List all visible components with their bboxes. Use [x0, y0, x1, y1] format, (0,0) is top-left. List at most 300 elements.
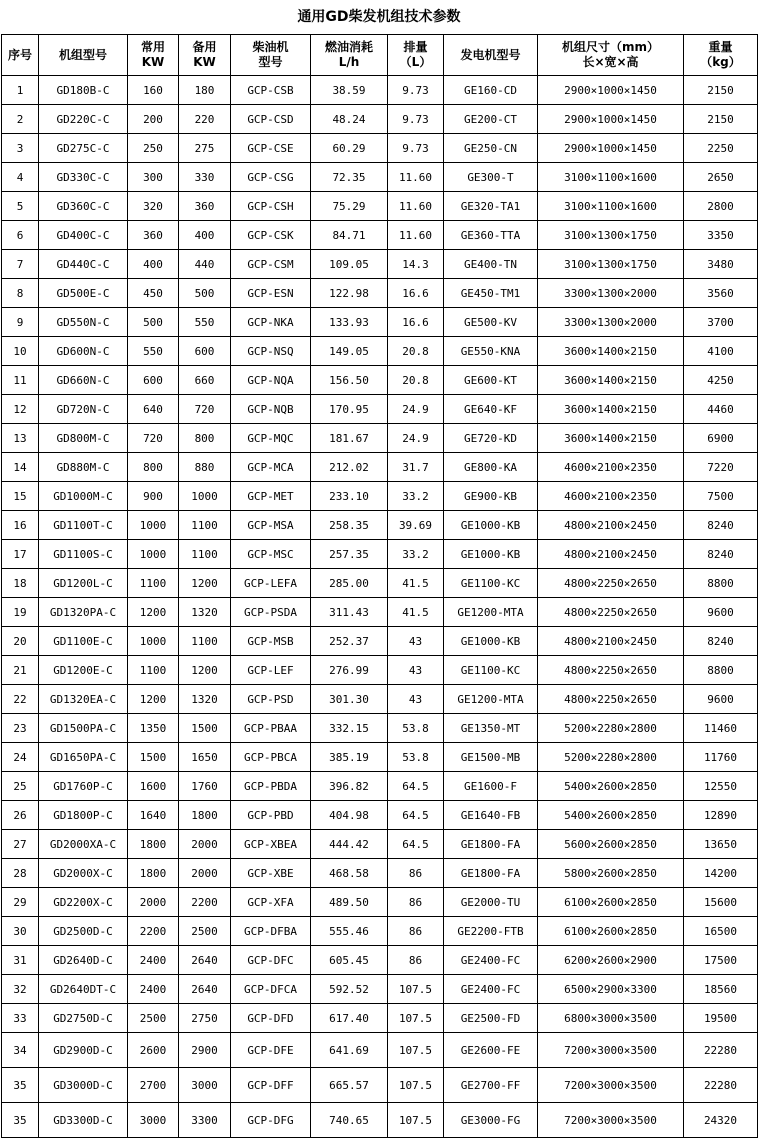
cell-dimensions: 2900×1000×1450 — [538, 134, 684, 163]
cell-dimensions: 7200×3000×3500 — [538, 1033, 684, 1068]
table-row — [2, 482, 758, 511]
cell-alternator-model: GE2200-FTB — [444, 917, 538, 946]
cell-weight: 4460 — [684, 395, 758, 424]
cell-alternator-model: GE1800-FA — [444, 830, 538, 859]
cell-engine-model: GCP-CSD — [231, 105, 311, 134]
cell-index: 35 — [2, 1068, 39, 1103]
cell-model: GD2900D-C — [39, 1033, 128, 1068]
cell-weight: 3560 — [684, 279, 758, 308]
table-row — [2, 1068, 758, 1103]
cell-prime-power: 720 — [128, 424, 179, 453]
header-fuel-consumption: 燃油消耗 L/h — [311, 35, 388, 76]
cell-displacement: 107.5 — [388, 1033, 444, 1068]
cell-prime-power: 1600 — [128, 772, 179, 801]
cell-engine-model: GCP-DFCA — [231, 975, 311, 1004]
cell-engine-model: GCP-PBAA — [231, 714, 311, 743]
cell-weight: 2150 — [684, 105, 758, 134]
cell-alternator-model: GE2400-FC — [444, 975, 538, 1004]
cell-model: GD1650PA-C — [39, 743, 128, 772]
table-row — [2, 743, 758, 772]
cell-dimensions: 6100×2600×2850 — [538, 917, 684, 946]
cell-dimensions: 3600×1400×2150 — [538, 337, 684, 366]
cell-engine-model: GCP-DFBA — [231, 917, 311, 946]
cell-index: 1 — [2, 76, 39, 105]
cell-prime-power: 400 — [128, 250, 179, 279]
cell-standby-power: 600 — [179, 337, 231, 366]
cell-displacement: 86 — [388, 946, 444, 975]
cell-dimensions: 6200×2600×2900 — [538, 946, 684, 975]
cell-dimensions: 3100×1100×1600 — [538, 163, 684, 192]
cell-weight: 2800 — [684, 192, 758, 221]
header-standby-power: 备用 KW — [179, 35, 231, 76]
cell-dimensions: 4800×2250×2650 — [538, 569, 684, 598]
table-row — [2, 598, 758, 627]
cell-alternator-model: GE1200-MTA — [444, 598, 538, 627]
cell-weight: 11760 — [684, 743, 758, 772]
cell-fuel-consumption: 665.57 — [311, 1068, 388, 1103]
cell-displacement: 33.2 — [388, 540, 444, 569]
cell-standby-power: 550 — [179, 308, 231, 337]
cell-prime-power: 320 — [128, 192, 179, 221]
cell-standby-power: 1000 — [179, 482, 231, 511]
cell-prime-power: 1800 — [128, 830, 179, 859]
cell-standby-power: 1800 — [179, 801, 231, 830]
cell-fuel-consumption: 84.71 — [311, 221, 388, 250]
cell-fuel-consumption: 72.35 — [311, 163, 388, 192]
cell-prime-power: 2000 — [128, 888, 179, 917]
cell-index: 27 — [2, 830, 39, 859]
cell-fuel-consumption: 404.98 — [311, 801, 388, 830]
cell-engine-model: GCP-CSM — [231, 250, 311, 279]
header-dimensions: 机组尺寸（mm） 长×宽×高 — [538, 35, 684, 76]
cell-model: GD1100E-C — [39, 627, 128, 656]
cell-engine-model: GCP-MSB — [231, 627, 311, 656]
cell-alternator-model: GE1600-F — [444, 772, 538, 801]
cell-weight: 8240 — [684, 540, 758, 569]
table-row — [2, 279, 758, 308]
cell-model: GD400C-C — [39, 221, 128, 250]
cell-index: 7 — [2, 250, 39, 279]
cell-alternator-model: GE800-KA — [444, 453, 538, 482]
cell-model: GD440C-C — [39, 250, 128, 279]
cell-displacement: 107.5 — [388, 975, 444, 1004]
cell-standby-power: 360 — [179, 192, 231, 221]
cell-model: GD1100S-C — [39, 540, 128, 569]
table-row — [2, 250, 758, 279]
table-row — [2, 830, 758, 859]
cell-fuel-consumption: 170.95 — [311, 395, 388, 424]
cell-model: GD1200L-C — [39, 569, 128, 598]
cell-displacement: 41.5 — [388, 598, 444, 627]
cell-alternator-model: GE160-CD — [444, 76, 538, 105]
cell-displacement: 11.60 — [388, 192, 444, 221]
cell-index: 6 — [2, 221, 39, 250]
cell-model: GD660N-C — [39, 366, 128, 395]
cell-prime-power: 500 — [128, 308, 179, 337]
cell-dimensions: 5200×2280×2800 — [538, 743, 684, 772]
cell-dimensions: 5600×2600×2850 — [538, 830, 684, 859]
header-index: 序号 — [2, 35, 39, 76]
cell-standby-power: 330 — [179, 163, 231, 192]
table-row — [2, 801, 758, 830]
header-weight: 重量 （kg） — [684, 35, 758, 76]
cell-index: 28 — [2, 859, 39, 888]
cell-dimensions: 7200×3000×3500 — [538, 1103, 684, 1138]
table-row — [2, 453, 758, 482]
cell-prime-power: 1100 — [128, 656, 179, 685]
cell-weight: 7500 — [684, 482, 758, 511]
cell-dimensions: 3300×1300×2000 — [538, 308, 684, 337]
cell-weight: 22280 — [684, 1033, 758, 1068]
cell-engine-model: GCP-CSE — [231, 134, 311, 163]
cell-weight: 7220 — [684, 453, 758, 482]
cell-engine-model: GCP-CSK — [231, 221, 311, 250]
cell-index: 10 — [2, 337, 39, 366]
cell-engine-model: GCP-LEFA — [231, 569, 311, 598]
cell-alternator-model: GE360-TTA — [444, 221, 538, 250]
cell-displacement: 53.8 — [388, 714, 444, 743]
table-row — [2, 772, 758, 801]
cell-index: 11 — [2, 366, 39, 395]
cell-weight: 4100 — [684, 337, 758, 366]
cell-fuel-consumption: 149.05 — [311, 337, 388, 366]
cell-engine-model: GCP-DFF — [231, 1068, 311, 1103]
cell-displacement: 20.8 — [388, 337, 444, 366]
cell-standby-power: 2000 — [179, 859, 231, 888]
cell-alternator-model: GE1100-KC — [444, 569, 538, 598]
cell-fuel-consumption: 212.02 — [311, 453, 388, 482]
table-body — [2, 76, 758, 1138]
cell-alternator-model: GE1000-KB — [444, 511, 538, 540]
header-prime-power: 常用 KW — [128, 35, 179, 76]
cell-dimensions: 2900×1000×1450 — [538, 76, 684, 105]
table-header-row — [2, 35, 758, 76]
cell-dimensions: 3600×1400×2150 — [538, 366, 684, 395]
cell-displacement: 11.60 — [388, 221, 444, 250]
cell-weight: 2650 — [684, 163, 758, 192]
cell-model: GD1100T-C — [39, 511, 128, 540]
cell-dimensions: 6800×3000×3500 — [538, 1004, 684, 1033]
cell-dimensions: 6100×2600×2850 — [538, 888, 684, 917]
cell-model: GD1200E-C — [39, 656, 128, 685]
cell-dimensions: 3600×1400×2150 — [538, 395, 684, 424]
cell-index: 13 — [2, 424, 39, 453]
cell-dimensions: 4800×2250×2650 — [538, 598, 684, 627]
cell-prime-power: 300 — [128, 163, 179, 192]
cell-displacement: 107.5 — [388, 1103, 444, 1138]
cell-prime-power: 640 — [128, 395, 179, 424]
cell-engine-model: GCP-NSQ — [231, 337, 311, 366]
cell-alternator-model: GE720-KD — [444, 424, 538, 453]
cell-engine-model: GCP-XFA — [231, 888, 311, 917]
cell-standby-power: 275 — [179, 134, 231, 163]
page-title: 通用GD柴发机组技术参数 — [297, 9, 461, 25]
cell-displacement: 24.9 — [388, 424, 444, 453]
cell-prime-power: 1500 — [128, 743, 179, 772]
table-row — [2, 569, 758, 598]
cell-weight: 8800 — [684, 656, 758, 685]
cell-engine-model: GCP-CSB — [231, 76, 311, 105]
cell-prime-power: 1000 — [128, 511, 179, 540]
cell-displacement: 64.5 — [388, 830, 444, 859]
cell-fuel-consumption: 592.52 — [311, 975, 388, 1004]
cell-displacement: 53.8 — [388, 743, 444, 772]
cell-model: GD720N-C — [39, 395, 128, 424]
cell-weight: 6900 — [684, 424, 758, 453]
cell-fuel-consumption: 617.40 — [311, 1004, 388, 1033]
cell-prime-power: 2700 — [128, 1068, 179, 1103]
cell-standby-power: 220 — [179, 105, 231, 134]
cell-dimensions: 4800×2100×2450 — [538, 511, 684, 540]
cell-dimensions: 4800×2250×2650 — [538, 685, 684, 714]
cell-model: GD600N-C — [39, 337, 128, 366]
cell-index: 34 — [2, 1033, 39, 1068]
cell-model: GD1000M-C — [39, 482, 128, 511]
cell-prime-power: 1800 — [128, 859, 179, 888]
cell-displacement: 11.60 — [388, 163, 444, 192]
cell-prime-power: 2600 — [128, 1033, 179, 1068]
cell-standby-power: 1650 — [179, 743, 231, 772]
cell-displacement: 9.73 — [388, 134, 444, 163]
cell-fuel-consumption: 257.35 — [311, 540, 388, 569]
cell-fuel-consumption: 605.45 — [311, 946, 388, 975]
cell-dimensions: 7200×3000×3500 — [538, 1068, 684, 1103]
table-row — [2, 337, 758, 366]
cell-engine-model: GCP-DFC — [231, 946, 311, 975]
table-row — [2, 946, 758, 975]
cell-model: GD1800P-C — [39, 801, 128, 830]
cell-standby-power: 1100 — [179, 511, 231, 540]
cell-fuel-consumption: 122.98 — [311, 279, 388, 308]
cell-fuel-consumption: 75.29 — [311, 192, 388, 221]
cell-alternator-model: GE2400-FC — [444, 946, 538, 975]
cell-engine-model: GCP-PBCA — [231, 743, 311, 772]
cell-fuel-consumption: 468.58 — [311, 859, 388, 888]
cell-fuel-consumption: 332.15 — [311, 714, 388, 743]
cell-dimensions: 4800×2100×2450 — [538, 627, 684, 656]
cell-dimensions: 5200×2280×2800 — [538, 714, 684, 743]
cell-alternator-model: GE320-TA1 — [444, 192, 538, 221]
cell-displacement: 43 — [388, 685, 444, 714]
cell-dimensions: 3100×1300×1750 — [538, 250, 684, 279]
cell-prime-power: 550 — [128, 337, 179, 366]
cell-alternator-model: GE1100-KC — [444, 656, 538, 685]
cell-fuel-consumption: 38.59 — [311, 76, 388, 105]
table-row — [2, 1004, 758, 1033]
cell-engine-model: GCP-XBEA — [231, 830, 311, 859]
cell-index: 2 — [2, 105, 39, 134]
cell-model: GD2500D-C — [39, 917, 128, 946]
cell-weight: 14200 — [684, 859, 758, 888]
cell-displacement: 64.5 — [388, 772, 444, 801]
cell-dimensions: 4600×2100×2350 — [538, 482, 684, 511]
cell-alternator-model: GE2600-FE — [444, 1033, 538, 1068]
cell-displacement: 86 — [388, 859, 444, 888]
cell-index: 18 — [2, 569, 39, 598]
cell-fuel-consumption: 301.30 — [311, 685, 388, 714]
cell-engine-model: GCP-NQB — [231, 395, 311, 424]
cell-weight: 2250 — [684, 134, 758, 163]
cell-standby-power: 3300 — [179, 1103, 231, 1138]
cell-index: 19 — [2, 598, 39, 627]
cell-displacement: 31.7 — [388, 453, 444, 482]
cell-displacement: 20.8 — [388, 366, 444, 395]
cell-alternator-model: GE1500-MB — [444, 743, 538, 772]
table-row — [2, 105, 758, 134]
cell-index: 32 — [2, 975, 39, 1004]
header-displacement: 排量 （L） — [388, 35, 444, 76]
cell-alternator-model: GE1640-FB — [444, 801, 538, 830]
cell-standby-power: 400 — [179, 221, 231, 250]
cell-engine-model: GCP-PBD — [231, 801, 311, 830]
cell-alternator-model: GE1000-KB — [444, 540, 538, 569]
cell-prime-power: 3000 — [128, 1103, 179, 1138]
cell-prime-power: 250 — [128, 134, 179, 163]
cell-alternator-model: GE200-CT — [444, 105, 538, 134]
cell-displacement: 107.5 — [388, 1068, 444, 1103]
cell-displacement: 107.5 — [388, 1004, 444, 1033]
cell-engine-model: GCP-MQC — [231, 424, 311, 453]
cell-standby-power: 1100 — [179, 627, 231, 656]
cell-alternator-model: GE2500-FD — [444, 1004, 538, 1033]
cell-weight: 12550 — [684, 772, 758, 801]
table-row — [2, 540, 758, 569]
cell-displacement: 14.3 — [388, 250, 444, 279]
cell-engine-model: GCP-DFG — [231, 1103, 311, 1138]
cell-dimensions: 5400×2600×2850 — [538, 772, 684, 801]
cell-dimensions: 5400×2600×2850 — [538, 801, 684, 830]
cell-model: GD1320EA-C — [39, 685, 128, 714]
table-row — [2, 1033, 758, 1068]
cell-alternator-model: GE450-TM1 — [444, 279, 538, 308]
cell-displacement: 9.73 — [388, 76, 444, 105]
cell-weight: 8240 — [684, 627, 758, 656]
cell-fuel-consumption: 641.69 — [311, 1033, 388, 1068]
cell-standby-power: 3000 — [179, 1068, 231, 1103]
cell-prime-power: 160 — [128, 76, 179, 105]
cell-prime-power: 1000 — [128, 627, 179, 656]
table-row — [2, 656, 758, 685]
cell-weight: 8240 — [684, 511, 758, 540]
cell-alternator-model: GE1000-KB — [444, 627, 538, 656]
cell-weight: 3700 — [684, 308, 758, 337]
table-row — [2, 221, 758, 250]
cell-alternator-model: GE3000-FG — [444, 1103, 538, 1138]
cell-dimensions: 4800×2250×2650 — [538, 656, 684, 685]
cell-weight: 4250 — [684, 366, 758, 395]
cell-model: GD330C-C — [39, 163, 128, 192]
cell-fuel-consumption: 276.99 — [311, 656, 388, 685]
table-row — [2, 975, 758, 1004]
cell-standby-power: 500 — [179, 279, 231, 308]
cell-weight: 13650 — [684, 830, 758, 859]
cell-index: 33 — [2, 1004, 39, 1033]
cell-prime-power: 800 — [128, 453, 179, 482]
header-engine-model: 柴油机 型号 — [231, 35, 311, 76]
table-row — [2, 192, 758, 221]
cell-model: GD800M-C — [39, 424, 128, 453]
cell-model: GD500E-C — [39, 279, 128, 308]
cell-index: 29 — [2, 888, 39, 917]
cell-alternator-model: GE640-KF — [444, 395, 538, 424]
cell-engine-model: GCP-LEF — [231, 656, 311, 685]
cell-displacement: 39.69 — [388, 511, 444, 540]
cell-fuel-consumption: 109.05 — [311, 250, 388, 279]
cell-index: 12 — [2, 395, 39, 424]
cell-index: 30 — [2, 917, 39, 946]
header-alternator-model: 发电机型号 — [444, 35, 538, 76]
cell-alternator-model: GE300-T — [444, 163, 538, 192]
cell-standby-power: 1500 — [179, 714, 231, 743]
cell-model: GD275C-C — [39, 134, 128, 163]
table-row — [2, 395, 758, 424]
cell-prime-power: 900 — [128, 482, 179, 511]
cell-weight: 8800 — [684, 569, 758, 598]
cell-prime-power: 1200 — [128, 685, 179, 714]
cell-model: GD3000D-C — [39, 1068, 128, 1103]
cell-alternator-model: GE250-CN — [444, 134, 538, 163]
cell-engine-model: GCP-DFD — [231, 1004, 311, 1033]
cell-standby-power: 2500 — [179, 917, 231, 946]
cell-prime-power: 1640 — [128, 801, 179, 830]
cell-displacement: 33.2 — [388, 482, 444, 511]
cell-model: GD1760P-C — [39, 772, 128, 801]
cell-index: 21 — [2, 656, 39, 685]
cell-weight: 9600 — [684, 685, 758, 714]
cell-engine-model: GCP-ESN — [231, 279, 311, 308]
cell-index: 31 — [2, 946, 39, 975]
cell-alternator-model: GE900-KB — [444, 482, 538, 511]
cell-standby-power: 1320 — [179, 685, 231, 714]
cell-weight: 19500 — [684, 1004, 758, 1033]
cell-engine-model: GCP-NKA — [231, 308, 311, 337]
cell-model: GD2000X-C — [39, 859, 128, 888]
cell-weight: 12890 — [684, 801, 758, 830]
cell-index: 24 — [2, 743, 39, 772]
cell-engine-model: GCP-MET — [231, 482, 311, 511]
table-row — [2, 859, 758, 888]
cell-prime-power: 2400 — [128, 946, 179, 975]
cell-alternator-model: GE2000-TU — [444, 888, 538, 917]
cell-standby-power: 880 — [179, 453, 231, 482]
cell-engine-model: GCP-MSA — [231, 511, 311, 540]
cell-displacement: 43 — [388, 627, 444, 656]
cell-alternator-model: GE1350-MT — [444, 714, 538, 743]
cell-dimensions: 6500×2900×3300 — [538, 975, 684, 1004]
cell-engine-model: GCP-PSDA — [231, 598, 311, 627]
cell-displacement: 86 — [388, 917, 444, 946]
table-row — [2, 424, 758, 453]
cell-engine-model: GCP-MSC — [231, 540, 311, 569]
cell-index: 14 — [2, 453, 39, 482]
table-row — [2, 627, 758, 656]
cell-prime-power: 2200 — [128, 917, 179, 946]
cell-model: GD360C-C — [39, 192, 128, 221]
cell-standby-power: 1200 — [179, 569, 231, 598]
table-row — [2, 366, 758, 395]
cell-prime-power: 1000 — [128, 540, 179, 569]
cell-engine-model: GCP-PSD — [231, 685, 311, 714]
cell-index: 22 — [2, 685, 39, 714]
cell-standby-power: 2000 — [179, 830, 231, 859]
cell-fuel-consumption: 396.82 — [311, 772, 388, 801]
cell-dimensions: 3600×1400×2150 — [538, 424, 684, 453]
cell-index: 17 — [2, 540, 39, 569]
cell-displacement: 64.5 — [388, 801, 444, 830]
cell-index: 8 — [2, 279, 39, 308]
cell-fuel-consumption: 60.29 — [311, 134, 388, 163]
cell-displacement: 16.6 — [388, 308, 444, 337]
